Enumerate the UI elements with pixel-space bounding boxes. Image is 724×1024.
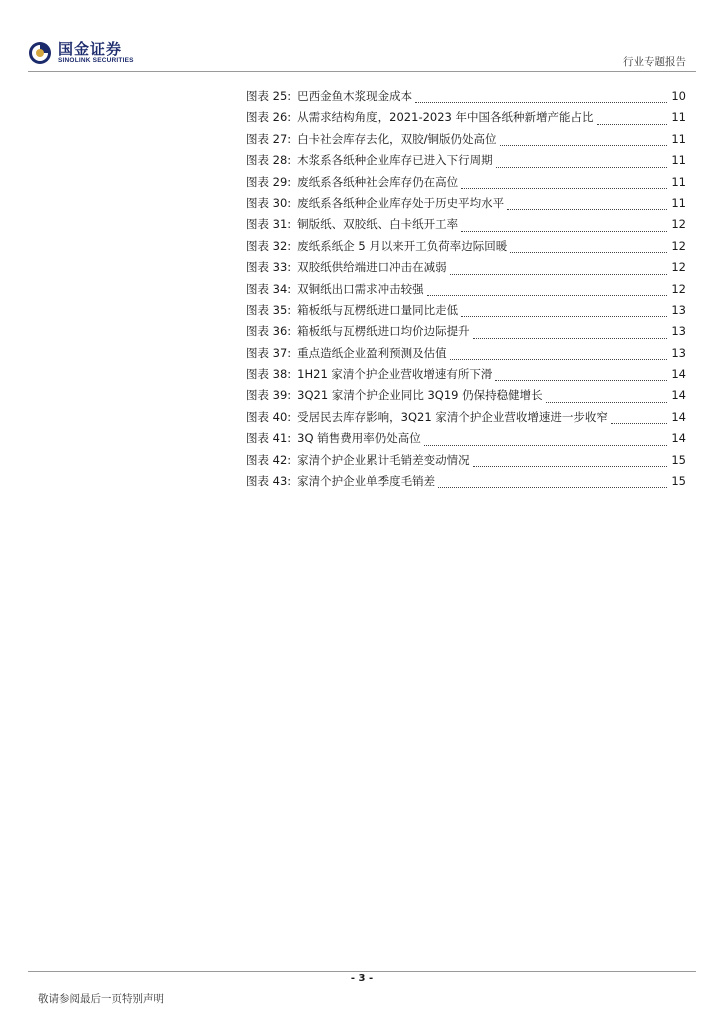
toc-leader-dots (495, 379, 667, 381)
toc-leader-dots (450, 358, 667, 360)
disclaimer-text: 敬请参阅最后一页特别声明 (38, 993, 164, 1005)
toc-leader-dots (461, 187, 667, 189)
toc-entry-title: 1H21 家清个护企业营收增速有所下滑 (297, 367, 493, 382)
toc-entry-title: 家清个护企业单季度毛销差 (297, 474, 436, 489)
toc-entry-page: 13 (671, 345, 686, 360)
report-type: 行业专题报告 (623, 56, 686, 68)
toc-entry-label: 图表 29: (246, 174, 292, 189)
toc-entry-title: 木浆系各纸种企业库存已进入下行周期 (297, 153, 493, 168)
toc-entry-page: 11 (671, 131, 686, 146)
toc-entry[interactable] (246, 281, 686, 302)
toc-entry-label: 图表 43: (246, 474, 292, 489)
toc-leader-dots (461, 230, 667, 232)
toc-entry[interactable] (246, 88, 686, 109)
toc-entry-label: 图表 27: (246, 131, 292, 146)
toc-entry-title: 3Q21 家清个护企业同比 3Q19 仍保持稳健增长 (297, 388, 543, 403)
toc-leader-dots (473, 337, 667, 339)
toc-entry-page: 12 (671, 260, 686, 275)
toc-entry-page: 10 (671, 89, 686, 103)
toc-entry-title: 白卡社会库存去化，双胶/铜版仍处高位 (297, 131, 497, 146)
toc-entry[interactable] (246, 152, 686, 173)
toc-entry-page: 11 (671, 195, 686, 210)
toc-entry-title: 重点造纸企业盈利预测及估值 (297, 345, 447, 360)
toc-entry-title: 3Q 销售费用率仍处高位 (297, 431, 421, 446)
toc-leader-dots (461, 315, 667, 317)
toc-entry-page: 15 (671, 474, 686, 489)
toc-entry-page: 15 (671, 452, 686, 467)
toc-entry-label: 图表 35: (246, 302, 292, 317)
footer-divider (28, 971, 696, 972)
toc-entry-title: 双铜纸出口需求冲击较强 (297, 281, 424, 296)
toc-entry-page: 14 (671, 388, 686, 403)
toc-entry-title: 废纸系纸企 5 月以来开工负荷率边际回暖 (297, 238, 508, 253)
toc-entry[interactable] (246, 259, 686, 280)
toc-entry-page: 11 (671, 174, 686, 189)
logo-chinese-name: 国金证券 (58, 40, 123, 58)
toc-entry-page: 11 (671, 110, 686, 125)
toc-entry-label: 图表 26: (246, 110, 292, 125)
toc-leader-dots (507, 208, 667, 210)
toc-leader-dots (546, 401, 667, 403)
toc-entry-page: 12 (671, 238, 686, 253)
toc-leader-dots (597, 123, 667, 125)
toc-entry[interactable] (246, 473, 686, 494)
toc-entry-title: 箱板纸与瓦楞纸进口量同比走低 (297, 302, 459, 317)
toc-entry[interactable] (246, 238, 686, 259)
toc-entry-label: 图表 34: (246, 281, 292, 296)
company-logo (28, 38, 148, 68)
toc-entry-page: 11 (671, 153, 686, 168)
toc-entry[interactable] (246, 409, 686, 430)
toc-entry-label: 图表 36: (246, 324, 292, 339)
toc-entry-page: 13 (671, 302, 686, 317)
toc-entry[interactable] (246, 174, 686, 195)
toc-entry-title: 巴西金鱼木浆现金成本 (297, 89, 413, 103)
toc-entry-title: 从需求结构角度，2021-2023 年中国各纸种新增产能占比 (297, 110, 594, 125)
toc-entry[interactable] (246, 323, 686, 344)
toc-leader-dots (424, 444, 667, 446)
toc-entry-page: 14 (671, 409, 686, 424)
toc-entry-title: 废纸系各纸种社会库存仍在高位 (297, 174, 459, 189)
toc-entry-label: 图表 25: (246, 89, 292, 103)
toc-entry-title: 双胶纸供给端进口冲击在减弱 (297, 260, 447, 275)
toc-entry[interactable] (246, 452, 686, 473)
logo-english-name: SINOLINK SECURITIES (58, 57, 134, 64)
toc-leader-dots (611, 422, 667, 424)
toc-entry[interactable] (246, 430, 686, 451)
toc-entry-title: 家清个护企业累计毛销差变动情况 (297, 452, 470, 467)
toc-entry[interactable] (246, 195, 686, 216)
toc-entry-page: 14 (671, 431, 686, 446)
toc-entry[interactable] (246, 345, 686, 366)
toc-entry[interactable] (246, 366, 686, 387)
toc-entry-page: 13 (671, 324, 686, 339)
toc-entry-page: 12 (671, 217, 686, 232)
toc-leader-dots (450, 273, 667, 275)
toc-entry-label: 图表 33: (246, 260, 292, 275)
toc-leader-dots (415, 101, 667, 103)
toc-entry-label: 图表 31: (246, 217, 292, 232)
toc-entry-label: 图表 32: (246, 238, 292, 253)
toc-entry[interactable] (246, 109, 686, 130)
toc-entry[interactable] (246, 131, 686, 152)
toc-leader-dots (510, 251, 667, 253)
toc-entry-label: 图表 41: (246, 431, 292, 446)
toc-entry-title: 箱板纸与瓦楞纸进口均价边际提升 (297, 324, 470, 339)
toc-entry-label: 图表 38: (246, 367, 292, 382)
toc-entry-label: 图表 42: (246, 452, 292, 467)
toc-leader-dots (427, 294, 667, 296)
toc-entry[interactable] (246, 302, 686, 323)
toc-entry-label: 图表 28: (246, 153, 292, 168)
toc-entry-title: 受居民去库存影响，3Q21 家清个护企业营收增速进一步收窄 (297, 409, 608, 424)
toc-entry-page: 14 (671, 367, 686, 382)
toc-entry-label: 图表 30: (246, 195, 292, 210)
table-of-figures (246, 88, 686, 494)
toc-leader-dots (496, 166, 667, 168)
toc-leader-dots (500, 144, 667, 146)
sinolink-logo-icon (28, 41, 52, 65)
toc-entry[interactable] (246, 216, 686, 237)
toc-entry-label: 图表 40: (246, 409, 292, 424)
toc-entry-title: 铜版纸、双胶纸、白卡纸开工率 (297, 217, 459, 232)
toc-entry-label: 图表 37: (246, 345, 292, 360)
toc-entry-label: 图表 39: (246, 388, 292, 403)
page-number: - 3 - (350, 973, 374, 984)
toc-leader-dots (473, 465, 667, 467)
toc-entry-title: 废纸系各纸种企业库存处于历史平均水平 (297, 195, 505, 210)
toc-entry-page: 12 (671, 281, 686, 296)
toc-leader-dots (438, 486, 667, 488)
header-divider (28, 71, 696, 72)
toc-entry[interactable] (246, 387, 686, 408)
